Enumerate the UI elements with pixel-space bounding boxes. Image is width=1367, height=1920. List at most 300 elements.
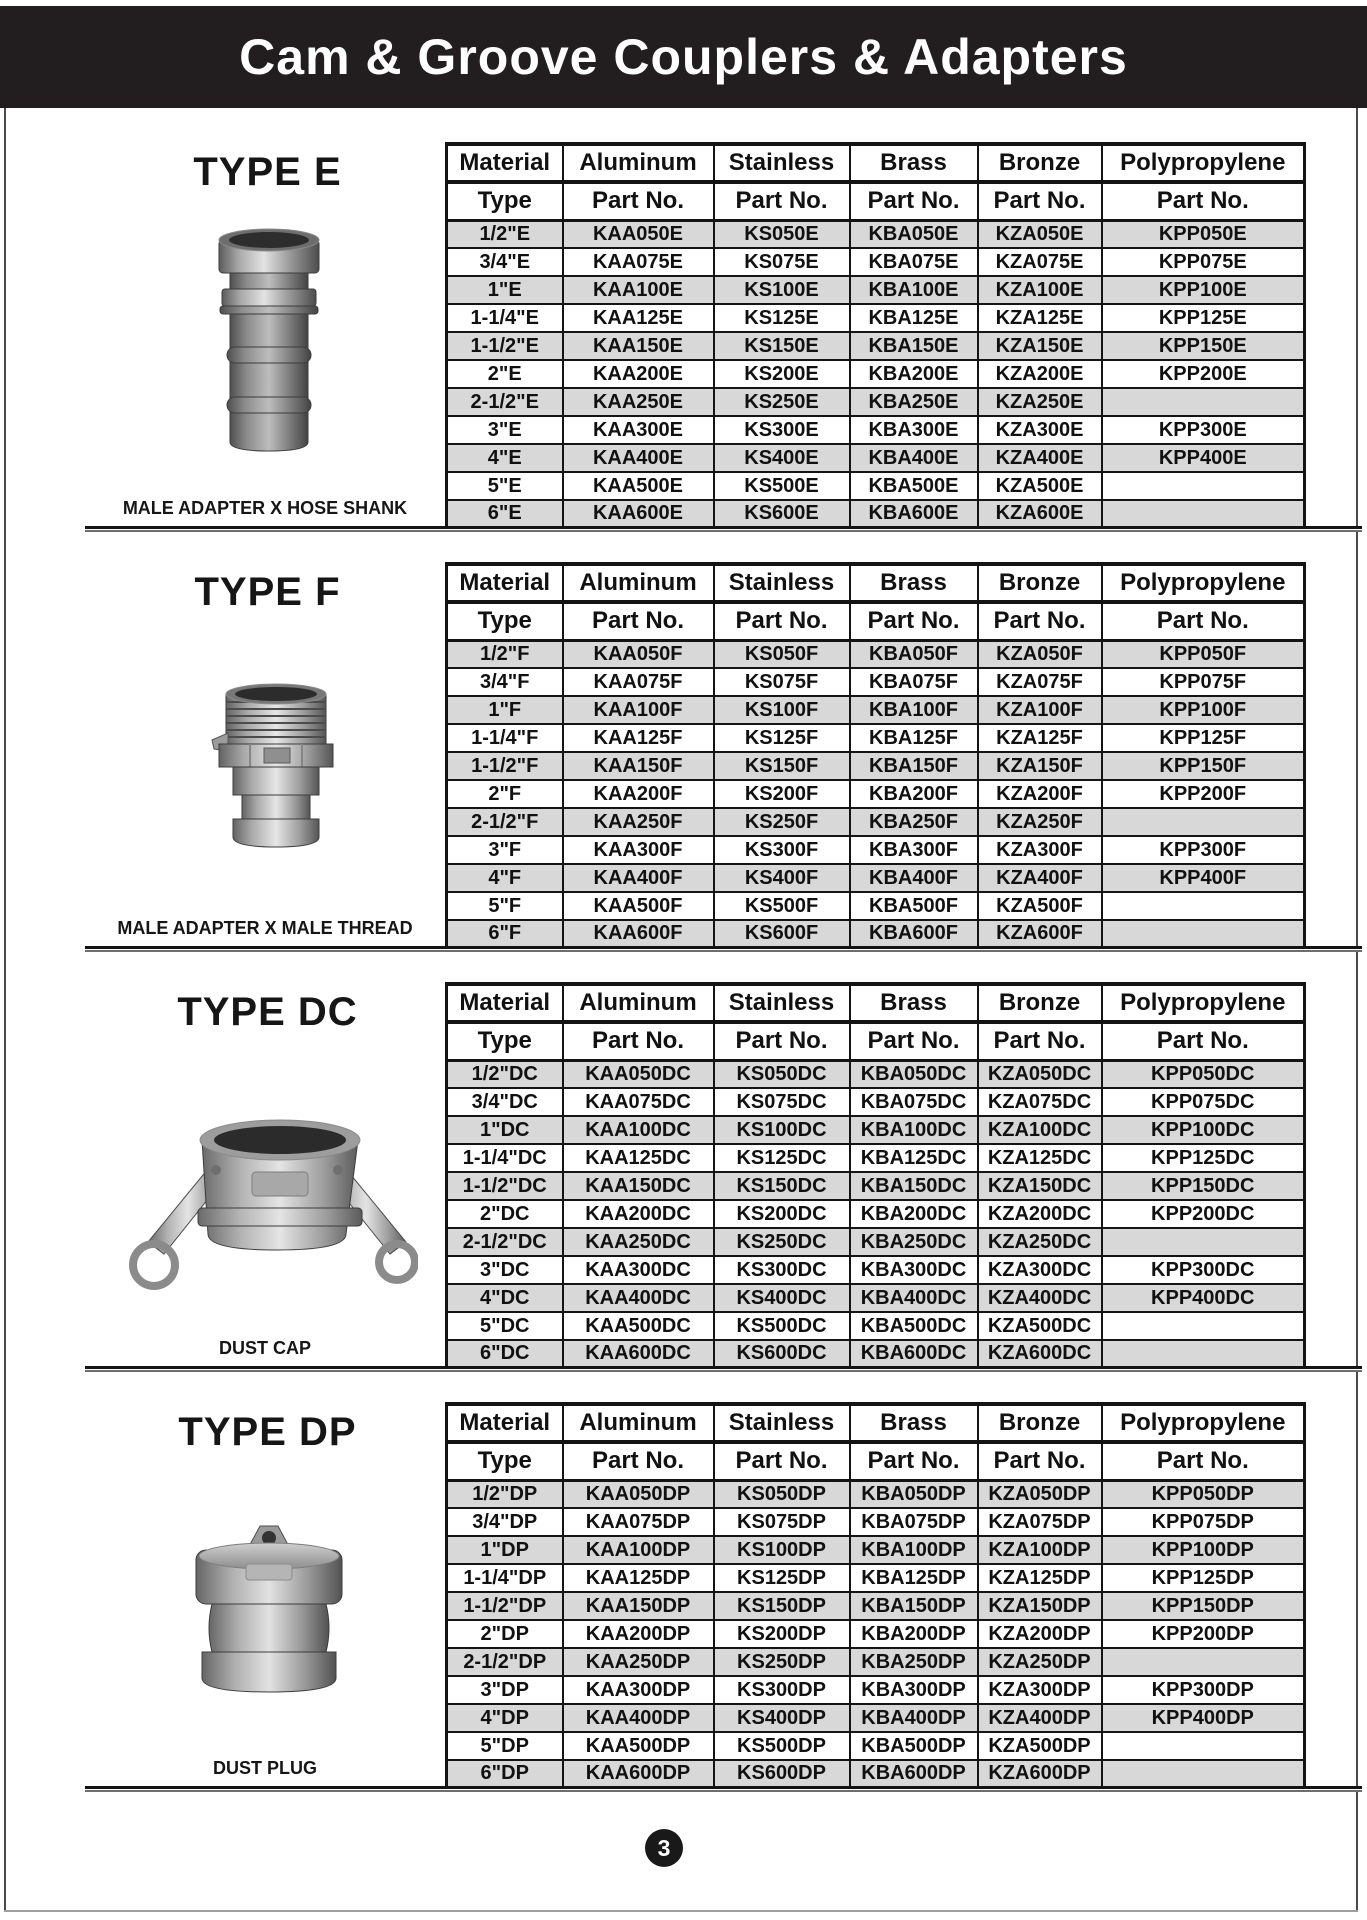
part-no-cell: KS400DC xyxy=(714,1284,850,1312)
bronze-header: Bronze xyxy=(978,1404,1102,1442)
product-caption-type-dc: DUST CAP xyxy=(218,1338,311,1358)
section-heading-type-f: TYPE F xyxy=(194,570,341,614)
type-cell: 2-1/2"E xyxy=(447,388,563,416)
part-no-cell: KBA400DC xyxy=(850,1284,978,1312)
table-row xyxy=(447,864,1305,892)
section-divider xyxy=(85,1786,1362,1793)
part-no-cell: KZA300F xyxy=(978,836,1102,864)
type-cell: 2"DP xyxy=(447,1620,563,1648)
part-no-cell: KS050DC xyxy=(714,1060,850,1088)
part-no-cell: KBA600DP xyxy=(850,1760,978,1788)
part-no-cell: KBA500E xyxy=(850,472,978,500)
part-no-cell: KZA250DP xyxy=(978,1648,1102,1676)
table-row xyxy=(447,472,1305,500)
part-no-cell: KBA150DP xyxy=(850,1592,978,1620)
type-cell: 4"E xyxy=(447,444,563,472)
type-cell: 3/4"DP xyxy=(447,1508,563,1536)
part-no-cell: KZA600F xyxy=(978,920,1102,948)
type-cell: 1/2"F xyxy=(447,640,563,668)
type-cell: 3/4"DC xyxy=(447,1088,563,1116)
part-no-cell: KPP200F xyxy=(1102,780,1305,808)
part-no-cell: KS500DP xyxy=(714,1732,850,1760)
table-row xyxy=(447,1116,1305,1144)
part-no-cell: KPP075E xyxy=(1102,248,1305,276)
part-no-cell: KS300DP xyxy=(714,1676,850,1704)
type-cell: 2-1/2"DP xyxy=(447,1648,563,1676)
part-no-cell: KAA150F xyxy=(563,752,714,780)
part-no-cell: KAA200DC xyxy=(563,1200,714,1228)
table-row xyxy=(447,248,1305,276)
table-row xyxy=(447,724,1305,752)
table-row xyxy=(447,220,1305,248)
part-no-cell: KS125DP xyxy=(714,1564,850,1592)
part-no-cell: KZA100DC xyxy=(978,1116,1102,1144)
type-cell: 3/4"E xyxy=(447,248,563,276)
type-cell: 1"F xyxy=(447,696,563,724)
part-no-cell: KPP125F xyxy=(1102,724,1305,752)
part-no-header: Part No. xyxy=(563,602,714,640)
part-no-cell: KPP150E xyxy=(1102,332,1305,360)
part-no-cell: KPP075DP xyxy=(1102,1508,1305,1536)
part-no-cell: KAA100DC xyxy=(563,1116,714,1144)
part-no-header: Part No. xyxy=(1102,1442,1305,1480)
type-cell: 1-1/2"DC xyxy=(447,1172,563,1200)
part-no-cell: KPP200DC xyxy=(1102,1200,1305,1228)
table-row xyxy=(447,892,1305,920)
material-header: Material xyxy=(447,984,563,1022)
part-no-cell: KBA150F xyxy=(850,752,978,780)
part-no-header: Part No. xyxy=(563,182,714,220)
table-row xyxy=(447,276,1305,304)
part-no-cell: KBA050E xyxy=(850,220,978,248)
type-header: Type xyxy=(447,1442,563,1480)
table-row xyxy=(447,360,1305,388)
part-no-cell: KS250E xyxy=(714,388,850,416)
part-no-cell: KBA075E xyxy=(850,248,978,276)
part-no-cell: KAA500F xyxy=(563,892,714,920)
table-row xyxy=(447,696,1305,724)
part-no-header: Part No. xyxy=(850,1442,978,1480)
aluminum-header: Aluminum xyxy=(563,1404,714,1442)
part-no-cell: KPP200DP xyxy=(1102,1620,1305,1648)
section-divider xyxy=(85,1366,1362,1373)
part-no-cell: KZA125DC xyxy=(978,1144,1102,1172)
part-no-cell: KS250DP xyxy=(714,1648,850,1676)
part-no-cell: KZA500F xyxy=(978,892,1102,920)
part-no-cell: KAA400F xyxy=(563,864,714,892)
part-no-cell: KBA100DP xyxy=(850,1536,978,1564)
part-no-header: Part No. xyxy=(714,1442,850,1480)
part-no-cell: KAA100F xyxy=(563,696,714,724)
part-no-cell: KBA400F xyxy=(850,864,978,892)
part-no-cell xyxy=(1102,1228,1305,1256)
stainless-header: Stainless xyxy=(714,144,850,182)
part-no-cell: KS600F xyxy=(714,920,850,948)
part-no-cell: KAA050DC xyxy=(563,1060,714,1088)
table-row xyxy=(447,388,1305,416)
part-no-cell: KBA125DP xyxy=(850,1564,978,1592)
part-no-cell: KPP100DP xyxy=(1102,1536,1305,1564)
part-no-header: Part No. xyxy=(714,602,850,640)
part-no-cell: KBA200F xyxy=(850,780,978,808)
type-cell: 6"F xyxy=(447,920,563,948)
part-no-cell: KZA050F xyxy=(978,640,1102,668)
part-no-cell: KPP125DC xyxy=(1102,1144,1305,1172)
part-no-cell: KPP400DP xyxy=(1102,1704,1305,1732)
type-cell: 2-1/2"DC xyxy=(447,1228,563,1256)
dust-plug-image xyxy=(188,1520,350,1757)
parts-table-type-e xyxy=(445,142,1306,530)
type-cell: 2"F xyxy=(447,780,563,808)
part-no-cell: KAA200F xyxy=(563,780,714,808)
table-row xyxy=(447,836,1305,864)
part-no-cell: KAA125E xyxy=(563,304,714,332)
page-header xyxy=(0,6,1367,108)
part-no-cell xyxy=(1102,920,1305,948)
part-no-cell: KBA300E xyxy=(850,416,978,444)
table-row xyxy=(447,1676,1305,1704)
part-no-cell: KAA400DP xyxy=(563,1704,714,1732)
part-no-cell: KBA500DC xyxy=(850,1312,978,1340)
part-no-cell: KBA150DC xyxy=(850,1172,978,1200)
part-no-cell: KZA500E xyxy=(978,472,1102,500)
part-no-cell xyxy=(1102,1648,1305,1676)
part-no-cell: KBA600DC xyxy=(850,1340,978,1368)
part-no-cell: KS300F xyxy=(714,836,850,864)
part-no-header: Part No. xyxy=(978,1442,1102,1480)
part-no-cell: KZA100F xyxy=(978,696,1102,724)
table-row xyxy=(447,1648,1305,1676)
aluminum-header: Aluminum xyxy=(563,564,714,602)
part-no-cell: KPP075F xyxy=(1102,668,1305,696)
part-no-cell xyxy=(1102,1340,1305,1368)
table-row xyxy=(447,332,1305,360)
part-no-cell: KPP125E xyxy=(1102,304,1305,332)
table-row xyxy=(447,920,1305,948)
part-no-cell: KZA075F xyxy=(978,668,1102,696)
part-no-cell xyxy=(1102,500,1305,528)
part-no-cell: KAA075F xyxy=(563,668,714,696)
part-no-cell: KBA600E xyxy=(850,500,978,528)
section-heading-type-e: TYPE E xyxy=(193,150,342,194)
part-no-cell: KAA600E xyxy=(563,500,714,528)
part-no-cell: KAA100DP xyxy=(563,1536,714,1564)
part-no-cell: KBA150E xyxy=(850,332,978,360)
part-no-cell: KZA150E xyxy=(978,332,1102,360)
part-no-cell: KBA250F xyxy=(850,808,978,836)
section-type-e xyxy=(0,142,1367,562)
part-no-cell: KZA500DC xyxy=(978,1312,1102,1340)
part-no-header: Part No. xyxy=(714,1022,850,1060)
part-no-cell: KS050F xyxy=(714,640,850,668)
type-header: Type xyxy=(447,182,563,220)
part-no-cell: KZA050DP xyxy=(978,1480,1102,1508)
type-cell: 3"F xyxy=(447,836,563,864)
part-no-cell: KS600E xyxy=(714,500,850,528)
part-no-cell xyxy=(1102,1312,1305,1340)
part-no-cell: KS250F xyxy=(714,808,850,836)
type-cell: 3"DP xyxy=(447,1676,563,1704)
part-no-cell: KBA500DP xyxy=(850,1732,978,1760)
part-no-cell: KZA075E xyxy=(978,248,1102,276)
type-cell: 1"DP xyxy=(447,1536,563,1564)
part-no-cell: KAA250F xyxy=(563,808,714,836)
table-row xyxy=(447,1536,1305,1564)
table-row xyxy=(447,1480,1305,1508)
type-cell: 1"E xyxy=(447,276,563,304)
dust-cap-image xyxy=(112,1112,418,1329)
type-cell: 1-1/4"E xyxy=(447,304,563,332)
table-row xyxy=(447,444,1305,472)
type-cell: 3"E xyxy=(447,416,563,444)
part-no-cell: KPP400DC xyxy=(1102,1284,1305,1312)
part-no-cell: KZA125DP xyxy=(978,1564,1102,1592)
part-no-cell: KZA600DP xyxy=(978,1760,1102,1788)
product-caption-type-dp: DUST PLUG xyxy=(212,1758,317,1778)
type-header: Type xyxy=(447,602,563,640)
part-no-cell: KS150DP xyxy=(714,1592,850,1620)
part-no-cell: KBA125F xyxy=(850,724,978,752)
type-cell: 5"DC xyxy=(447,1312,563,1340)
type-cell: 2-1/2"F xyxy=(447,808,563,836)
table-row xyxy=(447,752,1305,780)
table-row xyxy=(447,780,1305,808)
section-type-dp xyxy=(0,1402,1367,1822)
part-no-cell: KBA200DC xyxy=(850,1200,978,1228)
type-cell: 5"F xyxy=(447,892,563,920)
part-no-cell: KBA075DC xyxy=(850,1088,978,1116)
part-no-cell: KS200F xyxy=(714,780,850,808)
section-heading-type-dc: TYPE DC xyxy=(177,990,358,1034)
type-cell: 6"DP xyxy=(447,1760,563,1788)
part-no-cell: KPP300E xyxy=(1102,416,1305,444)
table-row xyxy=(447,1060,1305,1088)
part-no-cell: KS200E xyxy=(714,360,850,388)
part-no-cell: KAA200DP xyxy=(563,1620,714,1648)
part-no-cell xyxy=(1102,1732,1305,1760)
part-no-cell: KS250DC xyxy=(714,1228,850,1256)
type-cell: 3/4"F xyxy=(447,668,563,696)
type-cell: 2"E xyxy=(447,360,563,388)
male-adapter-male-thread-image xyxy=(210,682,342,879)
table-row xyxy=(447,1172,1305,1200)
part-no-header: Part No. xyxy=(1102,1022,1305,1060)
part-no-cell: KBA100E xyxy=(850,276,978,304)
polypropylene-header: Polypropylene xyxy=(1102,1404,1305,1442)
aluminum-header: Aluminum xyxy=(563,984,714,1022)
table-row xyxy=(447,1144,1305,1172)
part-no-cell: KPP400E xyxy=(1102,444,1305,472)
part-no-cell: KAA500DC xyxy=(563,1312,714,1340)
part-no-cell: KS075E xyxy=(714,248,850,276)
part-no-cell: KZA150F xyxy=(978,752,1102,780)
part-no-cell: KS200DP xyxy=(714,1620,850,1648)
material-header: Material xyxy=(447,1404,563,1442)
part-no-cell: KBA050F xyxy=(850,640,978,668)
part-no-cell: KS400F xyxy=(714,864,850,892)
part-no-header-row xyxy=(447,1022,1305,1060)
part-no-cell: KPP075DC xyxy=(1102,1088,1305,1116)
section-type-f xyxy=(0,562,1367,982)
part-no-cell: KZA600E xyxy=(978,500,1102,528)
type-cell: 1/2"DC xyxy=(447,1060,563,1088)
part-no-cell: KZA125E xyxy=(978,304,1102,332)
part-no-cell: KAA400E xyxy=(563,444,714,472)
type-cell: 5"E xyxy=(447,472,563,500)
type-cell: 1-1/2"E xyxy=(447,332,563,360)
type-cell: 5"DP xyxy=(447,1732,563,1760)
part-no-cell: KZA200F xyxy=(978,780,1102,808)
part-no-cell: KZA600DC xyxy=(978,1340,1102,1368)
part-no-cell: KPP300F xyxy=(1102,836,1305,864)
part-no-cell: KS075DC xyxy=(714,1088,850,1116)
part-no-cell: KS300DC xyxy=(714,1256,850,1284)
stainless-header: Stainless xyxy=(714,564,850,602)
materials-header-row xyxy=(447,144,1305,182)
polypropylene-header: Polypropylene xyxy=(1102,144,1305,182)
part-no-cell: KZA125F xyxy=(978,724,1102,752)
part-no-cell: KS100DC xyxy=(714,1116,850,1144)
part-no-cell: KAA400DC xyxy=(563,1284,714,1312)
brass-header: Brass xyxy=(850,1404,978,1442)
table-row xyxy=(447,808,1305,836)
section-divider xyxy=(85,526,1362,533)
part-no-cell: KBA300F xyxy=(850,836,978,864)
part-no-cell: KZA300DP xyxy=(978,1676,1102,1704)
part-no-cell: KAA050DP xyxy=(563,1480,714,1508)
part-no-cell: KAA600DP xyxy=(563,1760,714,1788)
product-caption-type-f: MALE ADAPTER X MALE THREAD xyxy=(117,918,413,938)
part-no-cell: KZA200DC xyxy=(978,1200,1102,1228)
part-no-cell: KPP125DP xyxy=(1102,1564,1305,1592)
type-cell: 1-1/2"F xyxy=(447,752,563,780)
part-no-cell: KBA125E xyxy=(850,304,978,332)
part-no-cell: KAA600F xyxy=(563,920,714,948)
parts-table-type-dc xyxy=(445,982,1306,1370)
material-header: Material xyxy=(447,564,563,602)
table-row xyxy=(447,1592,1305,1620)
table-row xyxy=(447,1704,1305,1732)
part-no-cell: KZA300E xyxy=(978,416,1102,444)
part-no-cell: KPP150DC xyxy=(1102,1172,1305,1200)
bronze-header: Bronze xyxy=(978,984,1102,1022)
section-type-dc xyxy=(0,982,1367,1402)
table-row xyxy=(447,1312,1305,1340)
part-no-cell: KBA200E xyxy=(850,360,978,388)
page-edge-bottom xyxy=(4,1910,1358,1912)
part-no-cell xyxy=(1102,388,1305,416)
part-no-cell: KBA125DC xyxy=(850,1144,978,1172)
part-no-cell: KBA250E xyxy=(850,388,978,416)
part-no-cell: KBA050DC xyxy=(850,1060,978,1088)
material-header: Material xyxy=(447,144,563,182)
part-no-cell xyxy=(1102,472,1305,500)
part-no-cell: KS125E xyxy=(714,304,850,332)
part-no-cell: KPP050F xyxy=(1102,640,1305,668)
part-no-cell: KZA150DC xyxy=(978,1172,1102,1200)
part-no-cell: KPP050DC xyxy=(1102,1060,1305,1088)
part-no-cell: KAA075DC xyxy=(563,1088,714,1116)
section-heading-type-dp: TYPE DP xyxy=(178,1410,357,1454)
type-cell: 1/2"E xyxy=(447,220,563,248)
part-no-header-row xyxy=(447,182,1305,220)
part-no-cell: KBA600F xyxy=(850,920,978,948)
product-caption-type-e: MALE ADAPTER X HOSE SHANK xyxy=(122,498,408,518)
part-no-cell: KAA250DC xyxy=(563,1228,714,1256)
part-no-cell: KZA150DP xyxy=(978,1592,1102,1620)
part-no-cell: KAA100E xyxy=(563,276,714,304)
type-cell: 1/2"DP xyxy=(447,1480,563,1508)
part-no-cell: KS050E xyxy=(714,220,850,248)
part-no-cell: KPP100E xyxy=(1102,276,1305,304)
part-no-header: Part No. xyxy=(850,1022,978,1060)
type-cell: 2"DC xyxy=(447,1200,563,1228)
type-cell: 1-1/2"DP xyxy=(447,1592,563,1620)
table-row xyxy=(447,1228,1305,1256)
brass-header: Brass xyxy=(850,984,978,1022)
type-cell: 6"DC xyxy=(447,1340,563,1368)
bronze-header: Bronze xyxy=(978,564,1102,602)
part-no-header: Part No. xyxy=(1102,182,1305,220)
part-no-cell: KBA050DP xyxy=(850,1480,978,1508)
part-no-cell: KAA300DC xyxy=(563,1256,714,1284)
part-no-cell: KS100F xyxy=(714,696,850,724)
part-no-cell: KS300E xyxy=(714,416,850,444)
part-no-cell: KZA250E xyxy=(978,388,1102,416)
part-no-cell: KAA300E xyxy=(563,416,714,444)
stainless-header: Stainless xyxy=(714,984,850,1022)
part-no-header: Part No. xyxy=(850,182,978,220)
table-row xyxy=(447,416,1305,444)
part-no-cell: KBA400E xyxy=(850,444,978,472)
part-no-cell: KS125DC xyxy=(714,1144,850,1172)
part-no-cell: KAA075DP xyxy=(563,1508,714,1536)
part-no-cell: KBA250DC xyxy=(850,1228,978,1256)
part-no-cell: KS075F xyxy=(714,668,850,696)
part-no-cell: KAA250DP xyxy=(563,1648,714,1676)
part-no-cell xyxy=(1102,1760,1305,1788)
part-no-cell: KS500F xyxy=(714,892,850,920)
part-no-cell: KAA150DC xyxy=(563,1172,714,1200)
materials-header-row xyxy=(447,1404,1305,1442)
section-divider xyxy=(85,946,1362,953)
part-no-cell: KS150DC xyxy=(714,1172,850,1200)
part-no-cell: KZA400F xyxy=(978,864,1102,892)
part-no-cell: KS100DP xyxy=(714,1536,850,1564)
part-no-cell: KAA125F xyxy=(563,724,714,752)
table-row xyxy=(447,1732,1305,1760)
part-no-cell: KZA400DC xyxy=(978,1284,1102,1312)
part-no-cell: KS150F xyxy=(714,752,850,780)
type-cell: 4"DC xyxy=(447,1284,563,1312)
table-row xyxy=(447,1508,1305,1536)
part-no-header: Part No. xyxy=(850,602,978,640)
part-no-cell: KAA250E xyxy=(563,388,714,416)
part-no-cell: KZA400E xyxy=(978,444,1102,472)
part-no-header: Part No. xyxy=(978,182,1102,220)
table-row xyxy=(447,1200,1305,1228)
part-no-cell: KBA300DC xyxy=(850,1256,978,1284)
part-no-header: Part No. xyxy=(714,182,850,220)
part-no-cell: KZA200DP xyxy=(978,1620,1102,1648)
part-no-header: Part No. xyxy=(978,602,1102,640)
parts-table-type-f xyxy=(445,562,1306,950)
part-no-cell: KS400E xyxy=(714,444,850,472)
bronze-header: Bronze xyxy=(978,144,1102,182)
table-row xyxy=(447,668,1305,696)
materials-header-row xyxy=(447,564,1305,602)
type-cell: 6"E xyxy=(447,500,563,528)
